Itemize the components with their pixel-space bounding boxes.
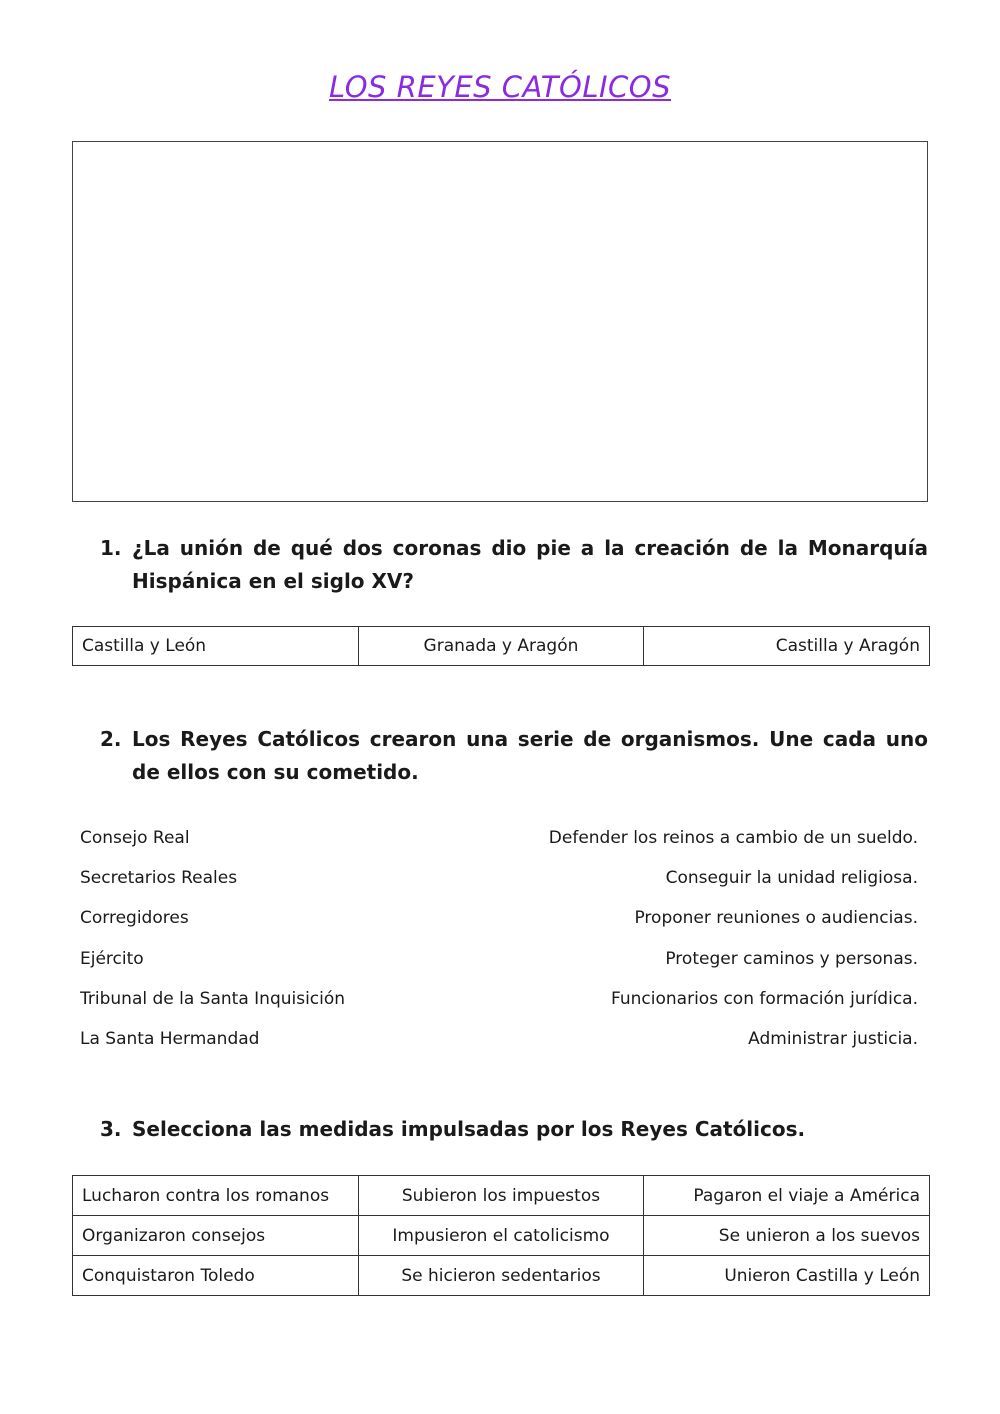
- match-row: [80, 939, 918, 979]
- match-left-item[interactable]: Secretarios Reales: [80, 868, 238, 889]
- option-cell[interactable]: Castilla y León: [73, 627, 359, 666]
- option-cell[interactable]: Impusieron el catolicismo: [358, 1216, 644, 1256]
- question-1-options: [72, 626, 930, 666]
- match-row: [80, 898, 918, 938]
- question-number: 2.: [100, 727, 122, 751]
- question-text: Selecciona las medidas impulsadas por los Reyes Católicos.: [132, 1117, 806, 1141]
- match-left-item[interactable]: Consejo Real: [80, 828, 190, 848]
- option-cell[interactable]: Pagaron el viaje a América: [644, 1176, 930, 1216]
- match-left-item[interactable]: La Santa Hermandad: [80, 1028, 260, 1049]
- question-text: Los Reyes Católicos crearon una serie de organismos. Une cada uno de ellos con su cometido.: [132, 727, 928, 784]
- match-left-item[interactable]: Ejército: [80, 948, 144, 969]
- question-text: ¿La unión de qué dos coronas dio pie a la creación de la Monarquía Hispánica en el siglo XV?: [132, 536, 928, 593]
- match-left-item[interactable]: Tribunal de la Santa Inquisición: [80, 988, 346, 1009]
- match-right-item[interactable]: Proponer reuniones o audiencias.: [634, 908, 918, 929]
- match-row: [80, 858, 918, 898]
- option-cell[interactable]: Se unieron a los suevos: [644, 1216, 930, 1256]
- option-cell[interactable]: Subieron los impuestos: [358, 1176, 644, 1216]
- question-2: [100, 723, 928, 789]
- page-title: LOS REYES CATÓLICOS: [328, 70, 672, 104]
- match-right-item[interactable]: Conseguir la unidad religiosa.: [665, 868, 918, 889]
- option-cell[interactable]: Organizaron consejos: [73, 1216, 359, 1256]
- question-3: [100, 1113, 928, 1146]
- option-cell[interactable]: Castilla y Aragón: [644, 627, 930, 666]
- match-left-item[interactable]: Corregidores: [80, 908, 189, 929]
- option-cell[interactable]: Granada y Aragón: [358, 627, 644, 666]
- match-row: [80, 1019, 918, 1059]
- question-number: 1.: [100, 536, 122, 560]
- option-cell[interactable]: Conquistaron Toledo: [73, 1256, 359, 1296]
- question-number: 3.: [100, 1117, 122, 1141]
- match-row: [80, 979, 918, 1019]
- question-3-options: [72, 1175, 930, 1296]
- image-placeholder-frame: [72, 141, 928, 502]
- match-right-item[interactable]: Proteger caminos y personas.: [665, 948, 918, 969]
- matching-list: [80, 818, 918, 1059]
- question-1: [100, 532, 928, 598]
- option-cell[interactable]: Unieron Castilla y León: [644, 1256, 930, 1296]
- match-row: [80, 818, 918, 858]
- option-cell[interactable]: Lucharon contra los romanos: [73, 1176, 359, 1216]
- match-right-item[interactable]: Administrar justicia.: [748, 1028, 918, 1049]
- option-cell[interactable]: Se hicieron sedentarios: [358, 1256, 644, 1296]
- match-right-item[interactable]: Funcionarios con formación jurídica.: [611, 988, 918, 1009]
- match-right-item[interactable]: Defender los reinos a cambio de un sueldo.: [548, 828, 918, 848]
